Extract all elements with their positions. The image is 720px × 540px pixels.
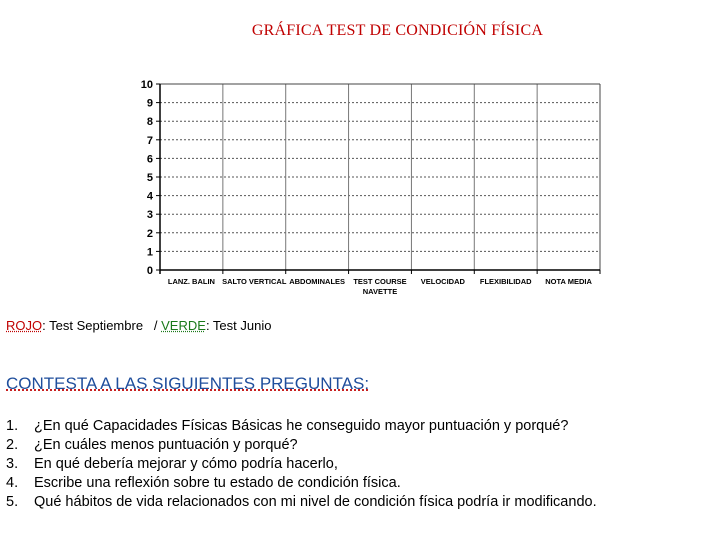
question-text: ¿En qué Capacidades Físicas Básicas he conseguido mayor puntuación y porqué?	[34, 418, 569, 434]
question-number: 5.	[6, 494, 19, 510]
legend	[6, 318, 271, 333]
question-number: 2.	[6, 437, 19, 453]
x-tick-label: NOTA MEDIA	[545, 277, 592, 286]
x-tick-label: NAVETTE	[362, 287, 398, 296]
question-text: ¿En cuáles menos puntuación y porqué?	[34, 437, 298, 453]
y-tick-label: 8	[146, 116, 153, 129]
legend-green-text: : Test Junio	[205, 318, 272, 333]
legend-green-label: VERDE	[161, 318, 206, 333]
y-tick-label: 9	[146, 97, 153, 110]
question-item	[6, 417, 597, 436]
questions-heading: CONTESTA A LAS SIGUIENTES PREGUNTAS:	[6, 374, 370, 393]
y-tick-label: 6	[146, 153, 153, 166]
question-number: 3.	[6, 456, 19, 472]
question-item	[6, 474, 597, 493]
question-number: 4.	[6, 475, 19, 491]
page-title: GRÁFICA TEST DE CONDICIÓN FÍSICA	[251, 22, 544, 39]
y-tick-label: 1	[146, 246, 153, 259]
y-tick-label: 2	[146, 227, 153, 240]
legend-red-label: ROJO	[6, 318, 43, 333]
x-tick-label: LANZ. BALIN	[167, 277, 215, 286]
question-text: Qué hábitos de vida relacionados con mi nivel de condición física podría ir modificando.	[34, 494, 597, 510]
x-tick-label: SALTO VERTICAL	[222, 277, 287, 286]
y-tick-label: 0	[146, 265, 153, 277]
legend-separator: /	[153, 318, 158, 333]
x-tick-label: TEST COURSE	[353, 277, 407, 286]
question-number: 1.	[6, 418, 19, 434]
x-tick-label: VELOCIDAD	[420, 277, 465, 286]
question-text: Escribe una reflexión sobre tu estado de condición física.	[34, 475, 401, 491]
question-item	[6, 436, 597, 455]
legend-red-text: : Test Septiembre	[42, 318, 144, 333]
x-tick-label: FLEXIBILIDAD	[479, 277, 532, 286]
y-tick-label: 3	[146, 209, 153, 222]
y-tick-label: 5	[146, 172, 153, 184]
question-item	[6, 455, 597, 474]
question-text: En qué debería mejorar y cómo podría hacerlo,	[34, 456, 338, 472]
question-item	[6, 493, 597, 512]
y-tick-label: 4	[146, 190, 153, 203]
y-tick-label: 7	[146, 134, 153, 147]
questions-list	[6, 417, 597, 512]
y-tick-label: 10	[140, 79, 153, 91]
x-tick-label: ABDOMINALES	[289, 277, 346, 286]
